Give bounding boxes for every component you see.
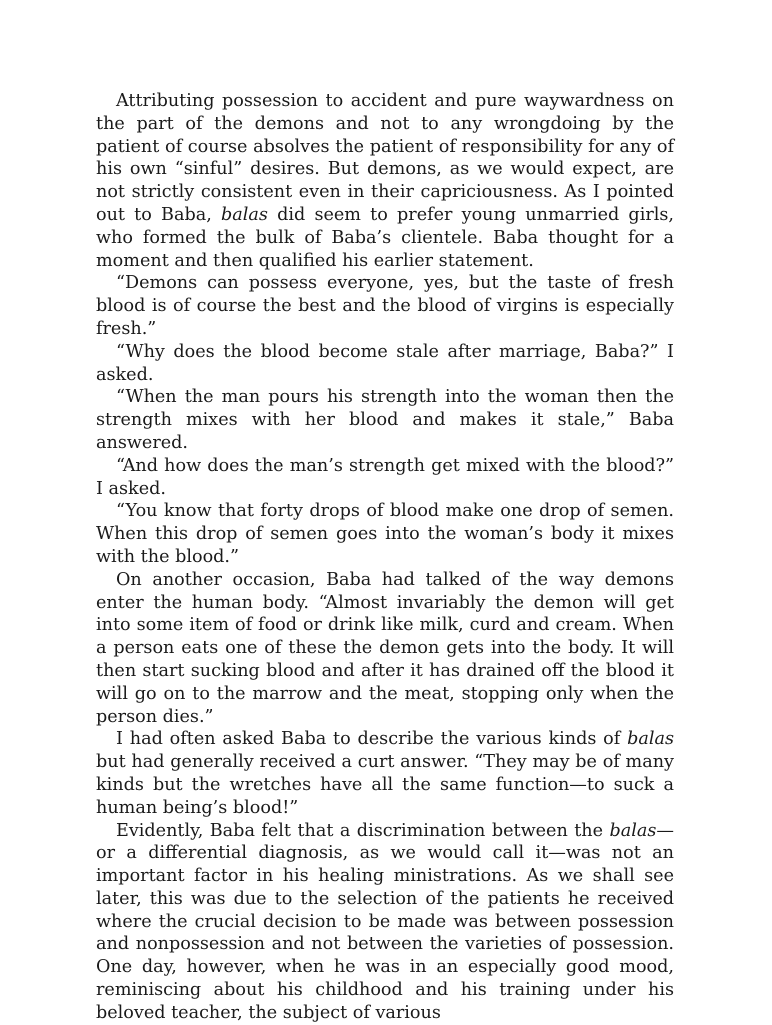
paragraph-text: Attributing possession to accident and pure waywardness on the part of the demons and not to any wrongdoing by the patient of course absolves the patient of responsibility for any of his own “sinful” desires. But demons, as we would expect, are not strictly consistent even in their capriciousness. As I pointed out to Baba, [96, 91, 674, 225]
body-paragraph [96, 728, 674, 819]
body-paragraph [96, 569, 674, 729]
italic-term: balas [221, 204, 268, 225]
paragraph-text: Evidently, Baba felt that a discrimination between the [116, 820, 610, 841]
body-paragraph [96, 820, 674, 1025]
paragraph-text: “When the man pours his strength into the woman then the strength mixes with her blood and makes it stale,” Baba answered. [96, 387, 674, 453]
paragraph-text: did seem to prefer young unmarried girls, who formed the bulk of Baba’s clientele. Baba thought for a moment and then qualified his earlier statement. [96, 204, 674, 271]
body-paragraph [96, 500, 674, 568]
paragraph-text: “You know that forty drops of blood make one drop of semen. When this drop of semen goes into the woman’s body it mixes with the blood.” [96, 501, 674, 567]
paragraph-text: On another occasion, Baba had talked of the way demons enter the human body. “Almost invariably the demon will get into some item of food or drink like milk, curd and cream. When a person eats one of these the demon gets into the body. It will then start sucking blood and after it has drained off the blood it will go on to the marrow and the meat, stopping only when the person dies.” [96, 569, 674, 727]
document-page [96, 90, 674, 1025]
paragraph-text: but had generally received a curt answer. “They may be of many kinds but the wretches have all the same function—to suck a human being’s blood!” [96, 752, 674, 818]
body-paragraph [96, 455, 674, 501]
italic-term: balas [627, 729, 674, 750]
paragraph-text: —or a differential diagnosis, as we would call it—was not an important factor in his healing ministrations. As we shall see later, this was due to the selection of the patients he received where the crucial decision to be made was between possession and nonpossession and not between the varieties of possession. One day, however, when he was in an especially good mood, reminiscing about his childhood and his training under his beloved teacher, the subject of various [96, 820, 674, 1023]
italic-term: balas [609, 820, 657, 841]
body-paragraph [96, 90, 674, 272]
paragraph-text: “And how does the man’s strength get mixed with the blood?” I asked. [96, 455, 674, 499]
body-paragraph [96, 341, 674, 387]
paragraph-text: “Why does the blood become stale after marriage, Baba?” I asked. [96, 341, 674, 385]
paragraph-text: I had often asked Baba to describe the various kinds of [116, 729, 628, 750]
body-paragraph [96, 386, 674, 454]
paragraph-text: “Demons can possess everyone, yes, but the taste of fresh blood is of course the best and the blood of virgins is especially fresh.” [96, 273, 674, 339]
body-paragraph [96, 272, 674, 340]
